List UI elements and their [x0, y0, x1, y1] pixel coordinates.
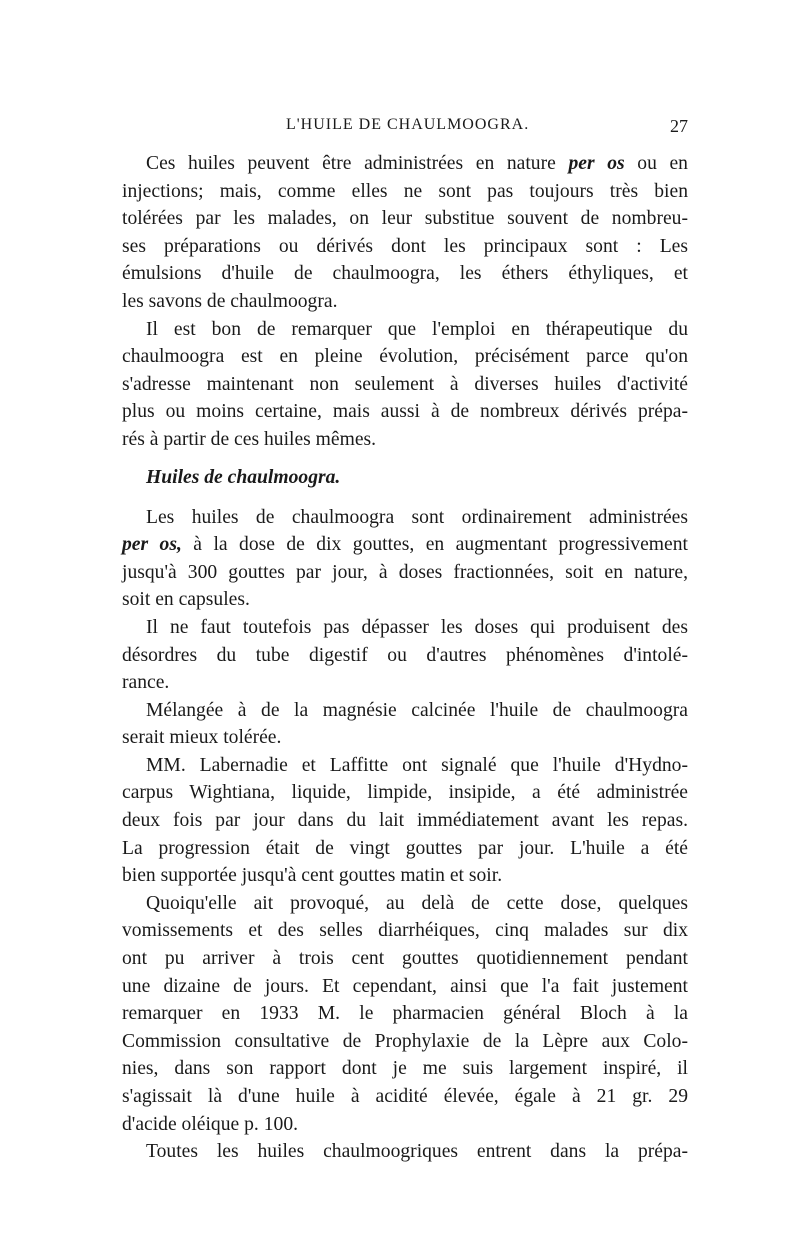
- text-line: ont pu arriver à trois cent gouttes quotidiennement pendant: [122, 948, 688, 970]
- paragraph: [122, 614, 688, 697]
- paragraph: [122, 1138, 688, 1166]
- text-line: soit en capsules.: [122, 589, 250, 611]
- text-line: émulsions d'huile de chaulmoogra, les éthers éthyliques, et: [122, 263, 688, 285]
- text-line: les savons de chaulmoogra.: [122, 290, 338, 312]
- paragraph: [122, 150, 688, 316]
- text-line: rés à partir de ces huiles mêmes.: [122, 428, 377, 450]
- paragraph: [122, 504, 688, 614]
- text-line: rance.: [122, 672, 170, 694]
- text-line: carpus Wightiana, liquide, limpide, insipide, a été administrée: [122, 782, 688, 804]
- text-line: tolérées par les malades, on leur substitue souvent de nombreu-: [122, 208, 688, 230]
- text-line: Toutes les huiles chaulmoogriques entrent dans la prépa-: [146, 1141, 688, 1163]
- paragraph: [122, 752, 688, 890]
- text-line: désordres du tube digestif ou d'autres phénomènes d'intolé-: [122, 644, 688, 666]
- text-line: nies, dans son rapport dont je me suis largement inspiré, il: [122, 1058, 688, 1080]
- text-line: injections; mais, comme elles ne sont pas toujours très bien: [122, 180, 688, 202]
- section-gap: [122, 454, 688, 464]
- text-line: Les huiles de chaulmoogra sont ordinairement administrées: [146, 506, 688, 528]
- page-header: [122, 116, 688, 144]
- paragraph: [122, 890, 688, 1138]
- text-line: d'acide oléique p. 100.: [122, 1113, 299, 1135]
- running-title: L'HUILE DE CHAULMOOGRA.: [286, 116, 530, 133]
- page-number: 27: [670, 116, 688, 136]
- paragraph: [122, 697, 688, 752]
- text-line: une dizaine de jours. Et cependant, ainsi que l'a fait justement: [122, 975, 688, 997]
- paragraph: [122, 316, 688, 454]
- text-line: Ces huiles peuvent être administrées en nature per os ou en: [146, 153, 688, 174]
- text-line: Mélangée à de la magnésie calcinée l'huile de chaulmoogra: [146, 699, 688, 721]
- text-line: jusqu'à 300 gouttes par jour, à doses fractionnées, soit en nature,: [122, 561, 688, 583]
- text-line: bien supportée jusqu'à cent gouttes matin et soir.: [122, 865, 503, 887]
- text-line: serait mieux tolérée.: [122, 727, 282, 749]
- text-line: Il ne faut toutefois pas dépasser les doses qui produisent des: [146, 616, 688, 638]
- text-line: Quoiqu'elle ait provoqué, au delà de cette dose, quelques: [146, 892, 688, 914]
- section-heading: Huiles de chaulmoogra.: [146, 466, 341, 488]
- text-line: s'agissait là d'une huile à acidité élevée, égale à 21 gr. 29: [122, 1086, 688, 1107]
- text-line: s'adresse maintenant non seulement à diverses huiles d'activité: [122, 373, 688, 395]
- text-line: MM. Labernadie et Laffitte ont signalé que l'huile d'Hydno-: [146, 754, 688, 776]
- text-line: remarquer en 1933 M. le pharmacien général Bloch à la: [122, 1003, 688, 1025]
- body-text: [122, 150, 688, 1166]
- text-line: Il est bon de remarquer que l'emploi en thérapeutique du: [146, 318, 688, 340]
- text-line: vomissements et des selles diarrhéiques, cinq malades sur dix: [122, 920, 688, 942]
- section-gap: [122, 494, 688, 504]
- text-line: deux fois par jour dans du lait immédiatement avant les repas.: [122, 810, 688, 832]
- text-line: plus ou moins certaine, mais aussi à de nombreux dérivés prépa-: [122, 401, 688, 423]
- text-line: chaulmoogra est en pleine évolution, précisément parce qu'on: [122, 346, 688, 368]
- text-line: per os, à la dose de dix gouttes, en augmentant progressivement: [122, 534, 688, 556]
- text-line: La progression était de vingt gouttes par jour. L'huile a été: [122, 837, 688, 859]
- text-line: Commission consultative de Prophylaxie de la Lèpre aux Colo-: [122, 1030, 688, 1052]
- text-line: ses préparations ou dérivés dont les principaux sont : Les: [122, 235, 688, 257]
